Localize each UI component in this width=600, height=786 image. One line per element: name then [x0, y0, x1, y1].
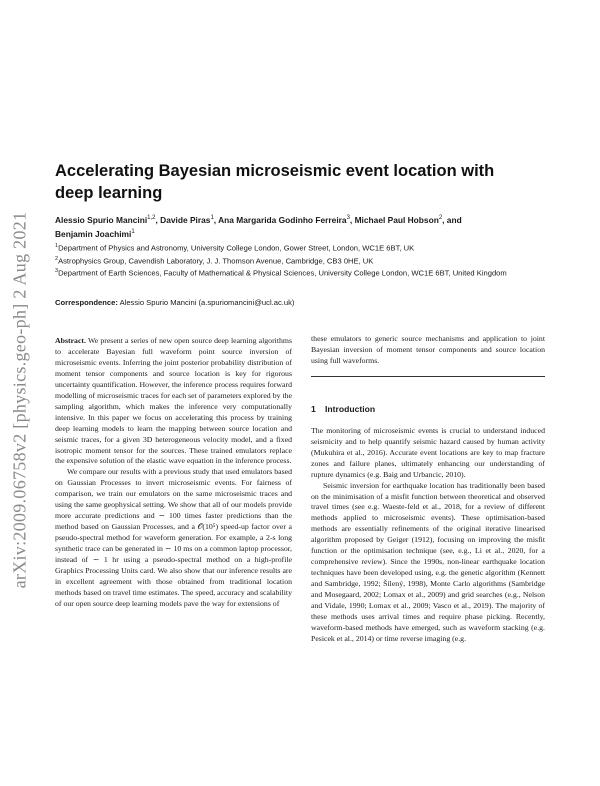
author-name: Davide Piras: [160, 214, 211, 225]
affiliation-item: $^2$Astrophysics Group, Cavendish Laboratory, J. J. Thomson Avenue, Cambridge, CB3 0HE, UK: [55, 255, 374, 266]
section-title: Introduction: [325, 403, 376, 414]
author-affiliation-mark: 2: [438, 215, 443, 221]
arxiv-identifier: arXiv:2009.06758v2 [physics.geo-ph] 2 Aug 2021: [9, 211, 30, 589]
correspondence: [55, 297, 535, 308]
author-affiliation-mark: 3: [346, 215, 350, 221]
author-name: Alessio Spurio Mancini: [55, 214, 148, 225]
abstract-paragraph: these emulators to generic source mechanisms and application to joint Bayesian inversion of moment tensor components and source location using full waveforms.: [311, 334, 545, 365]
author-affiliation-mark: 1: [131, 228, 135, 235]
affiliation-list: [55, 241, 535, 279]
body-paragraph: Seismic inversion for earthquake location has traditionally been based on the minimisation of a misfit function between theoretical and observed travel times (see e.g. Waeste-feld et al., 2018, for a review of different methods applied to microseismic events). These optimisation-based methods are essentially refinements of the original iterative linearised algorithm proposed by Geiger (1912), focusing on improving the misfit function or the optimisation technique (see, e.g., Li et al., 2020, for a comprehensive review). Since the 1990s, non-linear earthquake location techniques have been developed using, e.g. the genetic algorithm (Kennett and Sambridge, 1992; Šílený, 1998), Monte Carlo algorithms (Sambridge and Mosegaard, 2002; Lomax et al., 2009) and grid searches (e.g., Nelson and Vidale, 1990; Lomax et al., 2009; Vasco et al., 2019). The majority of these methods uses arrival times and require phase picking. Recently, waveform-based methods have emerged, such as waveform stacking (e.g. Pesicek et al., 2014) or time reverse imaging (e.g.: [311, 480, 545, 643]
affiliation-item: $^1$Department of Physics and Astronomy, University College London, Gower Street, London, WC1E 6BT, UK: [55, 243, 415, 253]
abstract-label: Abstract.: [55, 336, 86, 345]
paper-title: Accelerating Bayesian microseismic event location with deep learning: [55, 162, 495, 202]
section-number: 1: [311, 403, 316, 414]
correspondence-text: Alessio Spurio Mancini (a.spuriomancini@ucl.ac.uk): [119, 298, 295, 307]
author-name: Michael Paul Hobson: [354, 214, 439, 225]
arxiv-stamp: [6, 190, 34, 610]
body-paragraph: The monitoring of microseismic events is crucial to understand induced seismicity and to help quantify seismic hazard caused by human activity (Mukuhira et al., 2016). Accurate event locations are key to map fracture zones and failure planes, ultimately enhancing our understanding of rupture dynamics (e.g. Baig and Urbancic, 2010).: [311, 425, 545, 479]
left-column: [55, 336, 292, 610]
abstract-paragraph: Abstract. We present a series of new open source deep learning algorithms to accelerate Bayesian full waveform point source inversion of microseismic events. Inferring the joint posterior probability distribution of moment tensor components and source location is key for rigorous uncertainty quantification. However, the inference process requires forward modelling of microseismic traces for each set of parameters explored by the sampling algorithm, which makes the inference very computationally intensive. In this paper we focus on accelerating this process by training deep learning models to learn the mapping between source location and seismic traces, for a given 3D heterogeneous velocity model, and a fixed isotropic moment tensor for the sources. These trained emulators replace the expensive solution of the elastic wave equation in the inference process.: [55, 336, 292, 466]
author-name: Ana Margarida Godinho Ferreira: [218, 214, 347, 225]
right-column: [311, 334, 545, 645]
section-heading: [311, 404, 545, 415]
author-list: Alessio Spurio Mancini$^{1,2}$, Davide Piras$^1$, Ana Margarida Godinho Ferreira$^3$, Michael Paul Hobson$^2$, and Benjamin Joachimi$^1$: [55, 214, 462, 239]
author-name: Benjamin Joachimi: [55, 228, 132, 239]
abstract-paragraph: We compare our results with a previous study that used emulators based on Gaussian Processes to invert microseismic events. For fairness of comparison, we train our emulators on the same microseismic traces and using the same geophysical setting. We show that all of our models provide more accurate predictions and ∼ 100 times faster predictions than the method based on Gaussian Processes, and a 𝒪(10⁵) speed-up factor over a pseudo-spectral method for waveform generation. For example, a 2-s long synthetic trace can be generated in ∼ 10 ms on a common laptop processor, instead of ∼ 1 hr using a pseudo-spectral method on a high-profile Graphics Processing Units card. We also show that our inference results are in excellent agreement with those obtained from traditional location methods based on travel time estimates. The speed, accuracy and scalability of our open source deep learning models pave the way for extensions of: [55, 467, 292, 608]
correspondence-label: Correspondence:: [55, 298, 118, 307]
affiliation-item: $^3$Department of Earth Sciences, Faculty of Mathematical & Physical Sciences, University College London, WC1E 6BT, United Kingdom: [55, 268, 507, 278]
abstract-divider: [311, 376, 545, 377]
author-affiliation-mark: 1,2: [147, 215, 156, 221]
author-affiliation-mark: 1: [210, 215, 214, 221]
